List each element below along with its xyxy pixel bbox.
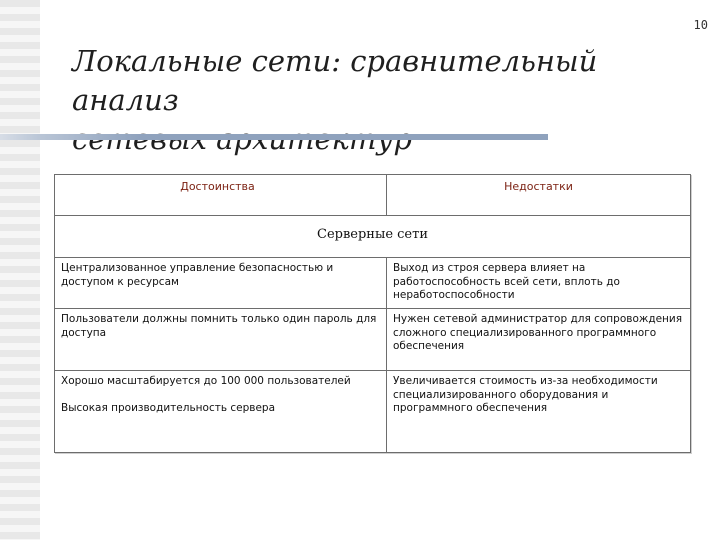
- advantage-text: Централизованное управление безопасностью и доступом к ресурсам: [61, 262, 334, 288]
- page-number: 10: [693, 18, 708, 32]
- advantage-text: Пользователи должны помнить только один пароль для доступа: [61, 313, 377, 339]
- decorative-side-stripe: [0, 0, 40, 540]
- disadvantage-text: Выход из строя сервера влияет на работоспособность всей сети, вплоть до неработоспособности: [393, 262, 620, 301]
- table-row: [55, 308, 690, 370]
- table-row: [55, 257, 690, 308]
- table-row: [55, 370, 690, 452]
- advantage-text: Хорошо масштабируется до 100 000 пользователей: [61, 375, 351, 387]
- slide-title: [72, 42, 692, 159]
- advantage-cell: [55, 258, 387, 308]
- disadvantage-cell: [387, 309, 690, 370]
- section-title: Серверные сети: [317, 227, 428, 242]
- header-disadvantages: Недостатки: [504, 180, 573, 193]
- title-underline-bar: [0, 134, 548, 140]
- header-advantages: Достоинства: [55, 175, 387, 215]
- advantage-text: Высокая производительность сервера: [61, 401, 276, 414]
- disadvantage-text: Увеличивается стоимость из-за необходимости специализированного оборудования и программного обеспечения: [393, 375, 658, 414]
- advantage-cell: [55, 309, 387, 370]
- section-row: [55, 215, 690, 257]
- slide-title-line-1: Локальные сети: сравнительный анализ: [72, 44, 598, 117]
- comparison-table: [54, 174, 691, 453]
- table-header-row: [55, 175, 690, 215]
- disadvantage-cell: [387, 371, 690, 452]
- advantage-cell: [55, 371, 387, 452]
- disadvantage-text: Нужен сетевой администратор для сопровождения сложного специализированного программного обеспечения: [393, 313, 683, 352]
- disadvantage-cell: [387, 258, 690, 308]
